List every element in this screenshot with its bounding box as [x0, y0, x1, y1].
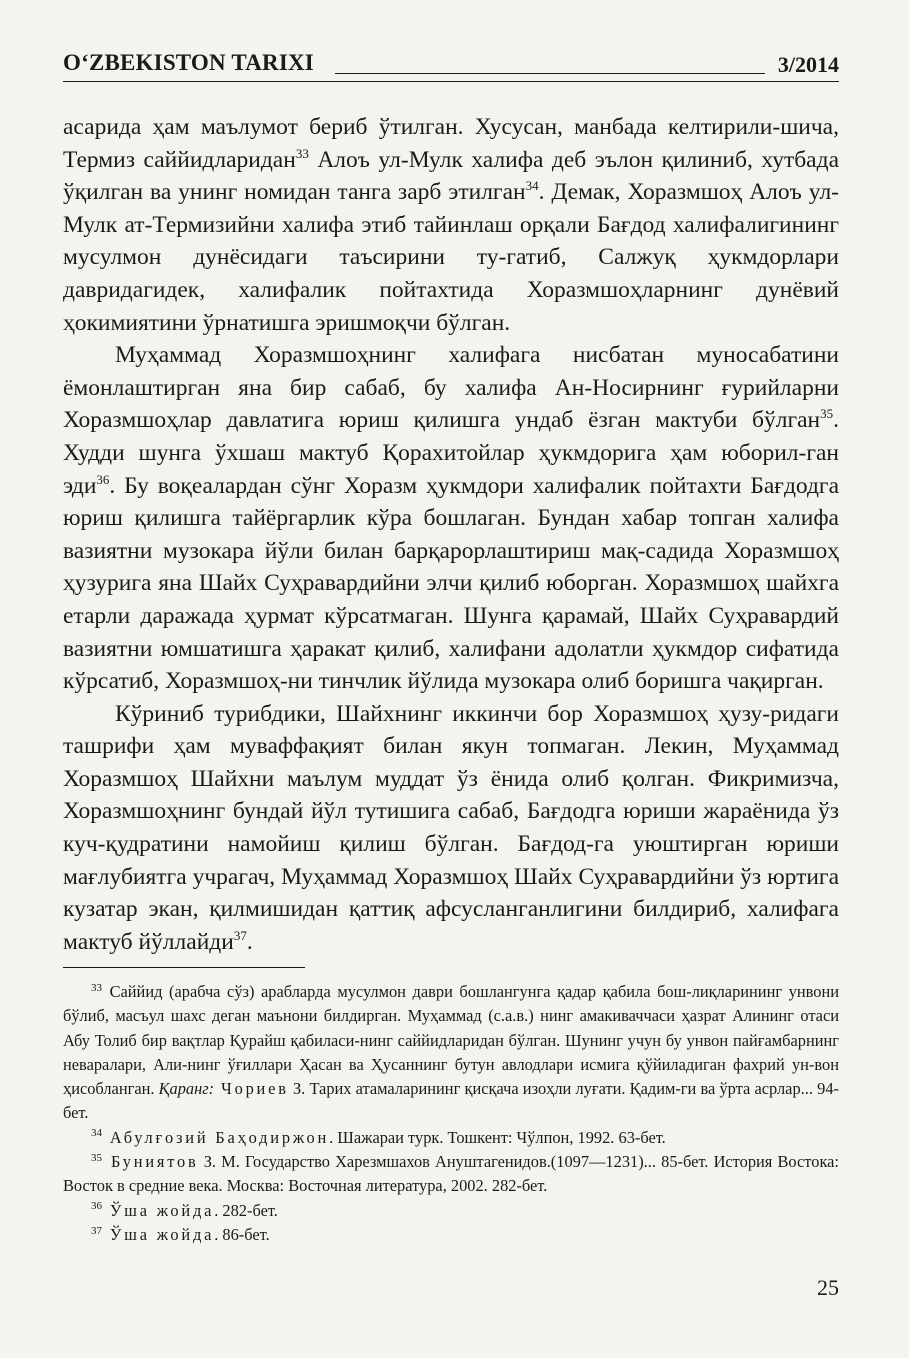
footnote-author: Абулғозий Баҳодиржон: [103, 1127, 330, 1147]
paragraph-text: асарида ҳам маълумот бериб ўтилган. Хусусан, манбада келтирили-шича, Термиз саййидларидан: [63, 114, 839, 173]
footnote-text: З. Тарих атамаларининг қисқача изоҳли луғати. Қадим-ги ва ўрта асрлар... 94-бет.: [63, 1079, 839, 1123]
running-header: [63, 46, 839, 82]
paragraph-text: Кўриниб турибдики, Шайхнинг иккинчи бор Хоразмшоҳ ҳузу-ридаги ташрифи ҳам муваффақият билан якун топмаган. Лекин, Муҳаммад Хоразмшоҳ Шайхни маълум муддат ўз ёнида олиб қолган. Фикримизча, Хоразмшоҳнинг бундай йўл тутишига сабаб, Бағдодга юриши жараёнида ўз куч-қудратини намойиш қилиш бўлган. Бағдод-га уюштирган юриши мағлубиятга учрагач, Муҳаммад Хоразмшоҳ Шайх Суҳравардийни ўз юртига кузатар экан, қилмишидан қаттиқ афсусланганлигини билдириб, халифага мактуб йўллайди: [63, 700, 839, 955]
footnote-text: З. М. Государство Харезмшахов Ануштагенидов.(1097—1231)... 85-бет. История Востока: Восток в средние века. Москва: Восточная литература, 2002. 282-бет.: [63, 1152, 839, 1196]
paragraph-text: Алоъ ул-Мулк халифа деб эълон қилиниб, хутбада ўқилган ва унинг номидан танга зарб этилган: [63, 146, 839, 206]
footnote-text: . Шажараи турк. Тошкент: Чўлпон, 1992. 63-бет.: [329, 1127, 666, 1147]
footnote-number: 35: [91, 1151, 102, 1164]
paragraph-text: . Худди шунга ўхшаш мактуб Қорахитойлар ҳукмдорига ҳам юборил-ган эди: [63, 407, 839, 499]
paragraph-text: . Бу воқеалардан сўнг Хоразм ҳукмдори халифалик пойтахти Бағдодга юриш қилишга тайёргарлик кўра бошлаган. Бундан хабар топган халифа вазиятни музокара йўли билан барқарорлаштириш мақ-садида Хоразмшоҳ ҳузурига яна Шайх Суҳравардийни элчи қилиб юборган. Хоразмшоҳ шайхга етарли даражада ҳурмат кўрсатмаган. Шунга қарамай, Шайх Суҳравардий вазиятни юмшатишга ҳаракат қилиб, халифани адолатли ҳукмдор сифатида кўрсатиб, Хоразмшоҳ-ни тинчлик йўлида музокара олиб боришга чақирган.: [63, 472, 839, 695]
footnote-33: [63, 980, 839, 1126]
issue-number: 3/2014: [777, 52, 839, 77]
footnote-ref-33[interactable]: 33: [295, 145, 309, 161]
article-body: [63, 111, 839, 958]
footnote-ref-37[interactable]: 37: [233, 928, 247, 944]
footnote-author: Ўша жойда: [103, 1200, 215, 1220]
header-rule: [335, 73, 765, 74]
footnote-text: . 282-бет.: [214, 1200, 278, 1220]
paragraph-text: . Демак, Хоразмшоҳ Алоъ ул-Мулк ат-Термизийни халифа этиб тайинлаш орқали Бағдод халифалигининг мусулмон дунёсидаги таъсирини ту-гатиб, Салжуқ ҳукмдорлари давридагидек, халифалик пойтахтида Хоразмшоҳларнинг дунёвий ҳокимиятини ўрнатишга эришмоқчи бўлган.: [63, 179, 839, 336]
footnote-number: 34: [91, 1127, 102, 1140]
footnote-text: . 86-бет.: [214, 1224, 270, 1244]
footnote-ref-35[interactable]: 35: [820, 406, 834, 422]
paragraph-1: [63, 111, 839, 339]
footnote-separator: [63, 967, 305, 968]
page-number: 25: [817, 1275, 839, 1300]
paragraph-text: Муҳаммад Хоразмшоҳнинг халифага нисбатан муносабатини ёмонлаштирган яна бир сабаб, бу халифа Ан-Носирнинг ғурийларни Хоразмшоҳлар давлатига юриш қилишга ундаб ёзган мактуби бўлган: [63, 342, 839, 434]
footnote-number: 33: [91, 981, 102, 994]
paragraph-2: [63, 339, 839, 698]
footnote-author: Чориев: [214, 1079, 289, 1099]
footnote-35: [63, 1150, 839, 1199]
footnote-number: 37: [91, 1224, 102, 1237]
footnote-number: 36: [91, 1200, 102, 1213]
header-underline: [63, 81, 839, 82]
footnote-37: [63, 1223, 839, 1247]
footnote-text: Саййид (арабча сўз) арабларда мусулмон даври бошлангунга қадар қабила бош-лиқларининг унвони бўлиб, масъул шахс деган маънони билдирган. Муҳаммад (с.а.в.) нинг амакиваччаси ҳазрат Алининг отаси Абу Толиб бир вақтлар Қурайш қабиласи-нинг саййидларидан бўлган. Шунинг учун бу унвон пайғамбарнинг неваралари, Али-нинг ўғиллари Ҳасан ва Ҳусаннинг бутун авлодлари исмига қўйиладиган фахрий ун-вон ҳисобланган.: [63, 982, 839, 1099]
footnote-ref-36[interactable]: 36: [96, 471, 110, 487]
footnote-author: Ўша жойда: [103, 1224, 215, 1244]
journal-title: O‘ZBEKISTON TARIXI: [63, 50, 314, 75]
footnote-36: [63, 1199, 839, 1223]
paragraph-3: [63, 698, 839, 959]
footnote-see: Қаранг:: [158, 1079, 215, 1099]
footnotes: [63, 980, 839, 1247]
footnote-34: [63, 1126, 839, 1150]
footnote-author: Буниятов: [103, 1152, 199, 1172]
footnote-ref-34[interactable]: 34: [525, 178, 539, 194]
paragraph-text: .: [246, 928, 253, 955]
